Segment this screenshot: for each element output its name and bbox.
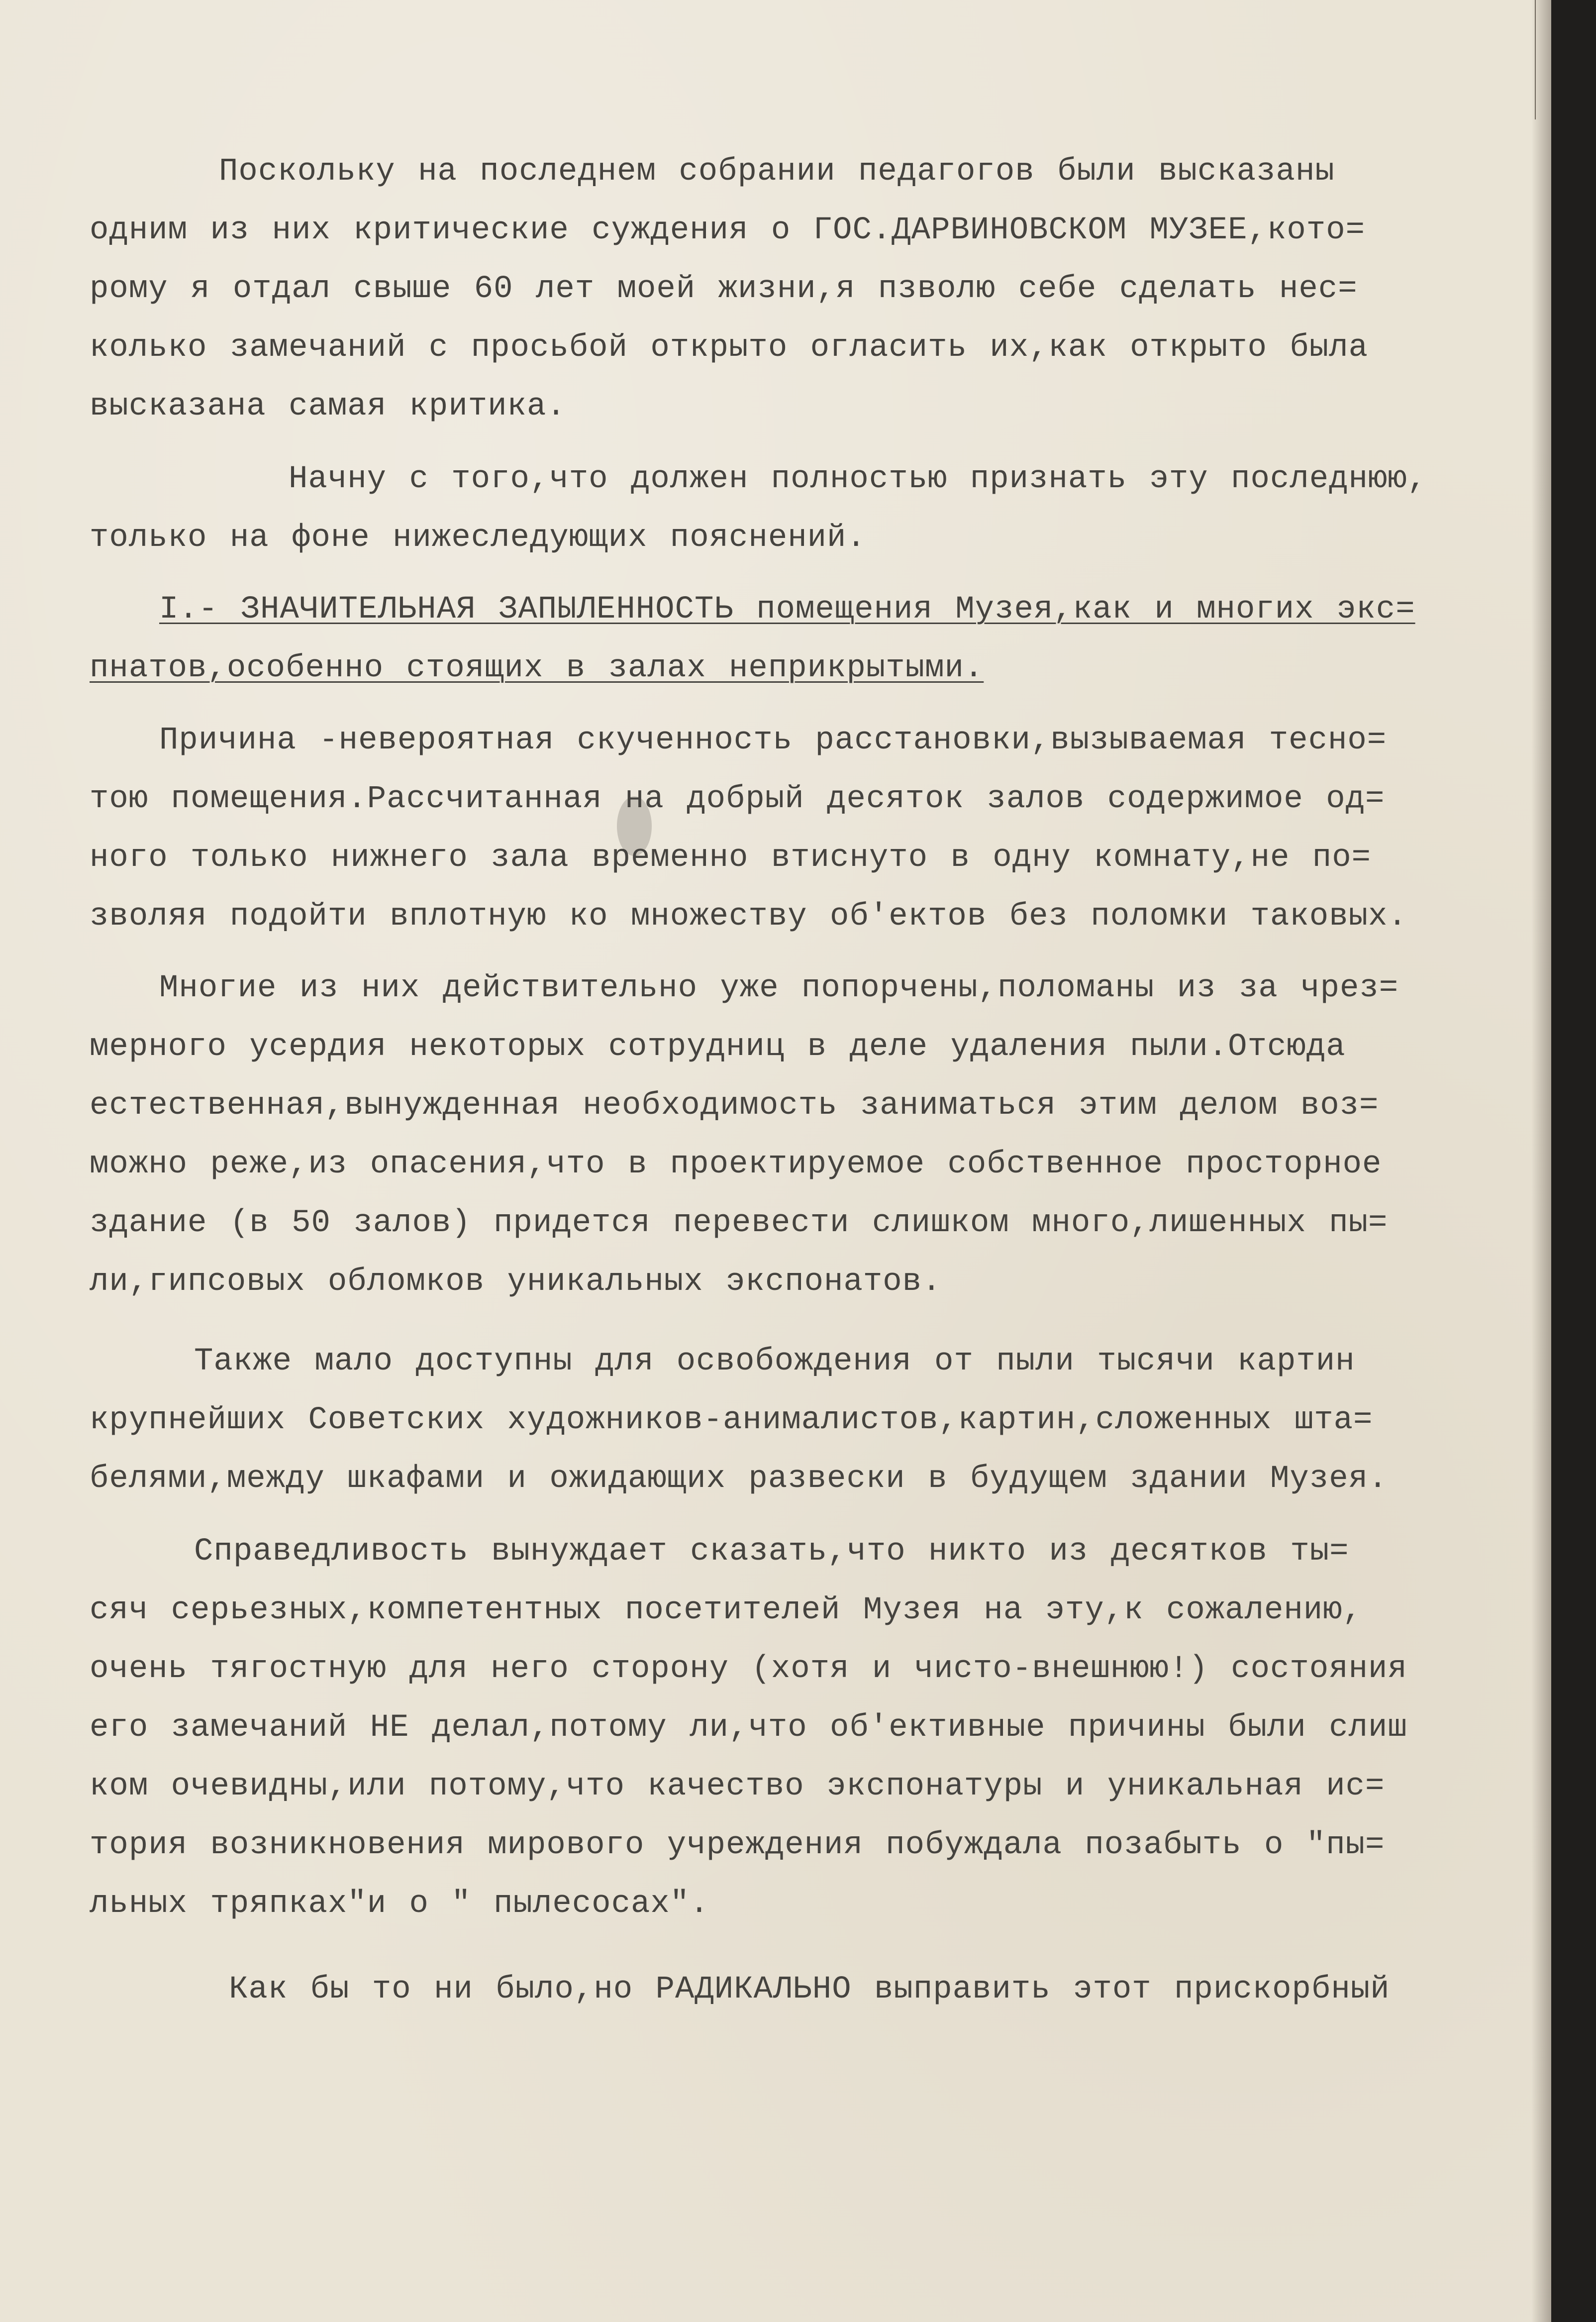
text-line: Поскольку на последнем собрании педагогов были высказаны [219, 154, 1335, 190]
text-line: льных тряпках"и о " пылесосах". [90, 1886, 709, 1922]
text-line: Многие из них действительно уже попорчены,поломаны из за чрез= [159, 970, 1399, 1006]
text-line: Как бы то ни было,но РАДИКАЛЬНО выправить этот прискорбный [229, 1972, 1390, 2007]
text-line: зволяя подойти вплотную ко множеству об'ектов без поломки таковых. [90, 899, 1407, 935]
text-line: высказана самая критика. [90, 389, 566, 424]
text-line: можно реже,из опасения,что в проектируемое собственное просторное [90, 1147, 1382, 1182]
text-line: ного только нижнего зала временно втиснуто в одну комнату,не по= [90, 840, 1371, 876]
text-line: одним из них критические суждения о ГОС.ДАРВИНОВСКОМ МУЗЕЕ,кото= [90, 212, 1365, 248]
text-line: сяч серьезных,компетентных посетителей Музея на эту,к сожалению, [90, 1592, 1362, 1628]
text-line: Также мало доступны для освобождения от пыли тысячи картин [194, 1344, 1355, 1379]
text-line: очень тягостную для него сторону (хотя и чисто-внешнюю!) состояния [90, 1651, 1407, 1687]
section-heading-line: I.- ЗНАЧИТЕЛЬНАЯ ЗАПЫЛЕННОСТЬ помещения Музея,как и многих экс= [159, 592, 1415, 628]
text-line: Начну с того,что должен полностью признать эту последнюю, [289, 461, 1427, 497]
text-line: белями,между шкафами и ожидающих развески в будущем здании Музея. [90, 1461, 1388, 1497]
text-line: Справедливость вынуждает сказать,что никто из десятков ты= [194, 1534, 1349, 1570]
text-line: мерного усердия некоторых сотрудниц в деле удаления пыли.Отсюда [90, 1029, 1346, 1065]
text-line: здание (в 50 залов) придется перевести слишком много,лишенных пы= [90, 1205, 1388, 1241]
text-line: крупнейших Советских художников-анималистов,картин,сложенных шта= [90, 1402, 1373, 1438]
section-heading-line: пнатов,особенно стоящих в залах неприкрытыми. [90, 650, 984, 686]
page-edge-shadow [1531, 0, 1551, 2322]
text-line: тория возникновения мирового учреждения побуждала позабыть о "пы= [90, 1827, 1385, 1863]
text-line: только на фоне нижеследующих пояснений. [90, 520, 866, 556]
text-line: его замечаний НЕ делал,потому ли,что об'ективные причины были слиш [90, 1710, 1407, 1746]
text-line: Причина -невероятная скученность расстановки,вызываемая тесно= [159, 723, 1387, 758]
text-line: рому я отдал свыше 60 лет моей жизни,я пзволю себе сделать нес= [90, 271, 1358, 307]
text-line: ком очевидны,или потому,что качество экспонатуры и уникальная ис= [90, 1769, 1385, 1804]
text-line: ли,гипсовых обломков уникальных экспонатов. [90, 1264, 942, 1300]
text-line: тою помещения.Рассчитанная на добрый десяток залов содержимое од= [90, 781, 1385, 817]
text-line: естественная,вынужденная необходимость заниматься этим делом воз= [90, 1088, 1379, 1124]
text-line: колько замечаний с просьбой открыто огласить их,как открыто была [90, 330, 1368, 366]
page-fold-mark [1535, 0, 1536, 119]
